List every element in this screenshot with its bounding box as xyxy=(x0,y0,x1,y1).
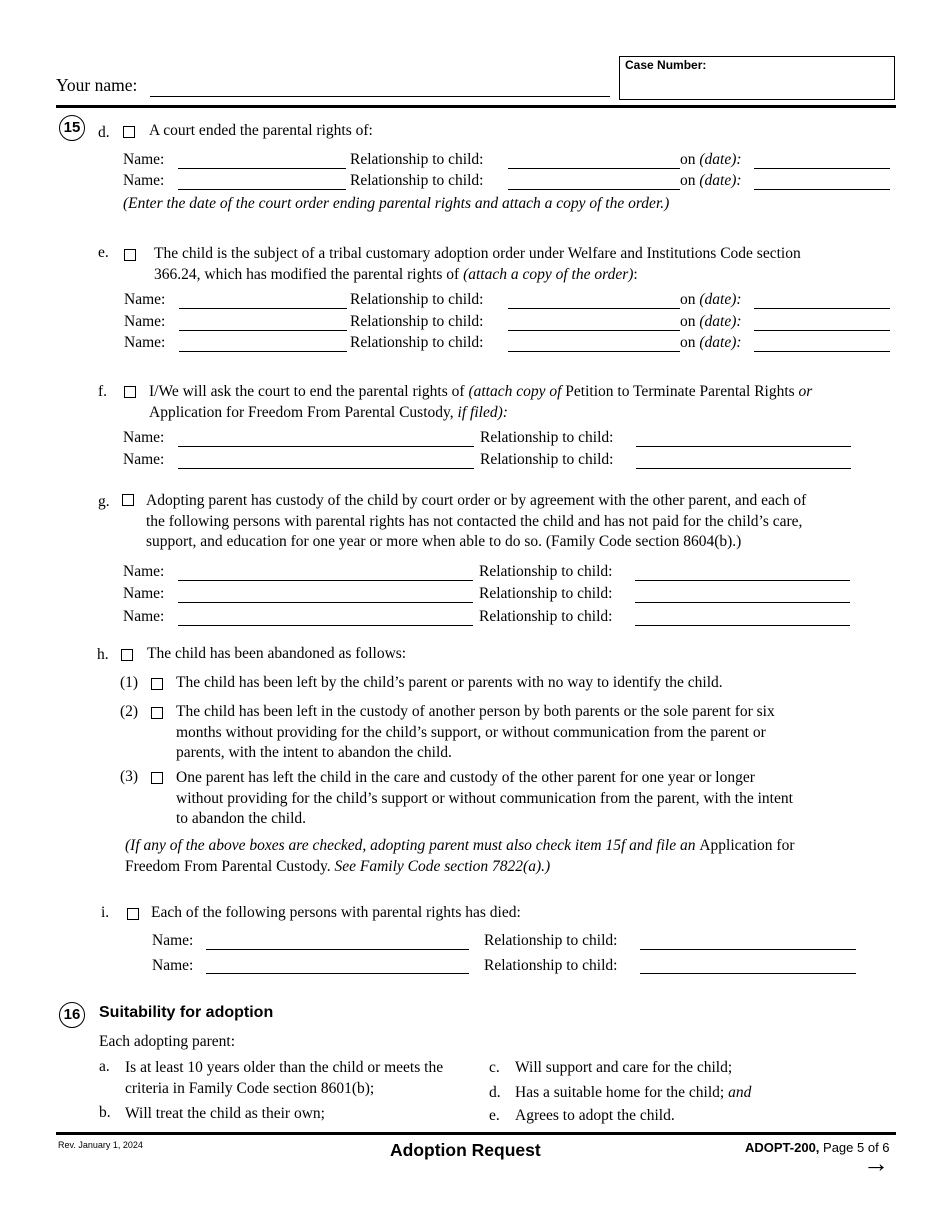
item-h-checkbox[interactable] xyxy=(121,649,133,661)
item-g-line2: the following persons with parental rights has not contacted the child and has not paid for the child’s care, xyxy=(146,513,803,530)
item-h2-line2: months without providing for the child’s support, or without communication from the parent or xyxy=(176,724,766,741)
item-16-number: 16 xyxy=(59,1002,85,1028)
name-field[interactable] xyxy=(179,330,347,331)
item-e-checkbox[interactable] xyxy=(124,249,136,261)
item-16a-line2: criteria in Family Code section 8601(b); xyxy=(125,1080,375,1097)
name-label: Name: xyxy=(152,932,194,949)
your-name-field[interactable] xyxy=(150,96,610,97)
name-field[interactable] xyxy=(178,446,474,447)
date-label: on (date): xyxy=(680,172,742,189)
relationship-field[interactable] xyxy=(508,330,680,331)
name-field[interactable] xyxy=(178,468,474,469)
name-field[interactable] xyxy=(178,625,473,626)
name-label: Name: xyxy=(123,451,165,468)
name-field[interactable] xyxy=(179,351,347,352)
relationship-field[interactable] xyxy=(640,949,856,950)
relationship-field[interactable] xyxy=(508,351,680,352)
relationship-field[interactable] xyxy=(508,308,680,309)
name-field[interactable] xyxy=(206,973,469,974)
item-g-checkbox[interactable] xyxy=(122,494,134,506)
name-field[interactable] xyxy=(178,168,346,169)
date-label: on (date): xyxy=(680,334,742,351)
relationship-label: Relationship to child: xyxy=(484,957,618,974)
case-number-box[interactable] xyxy=(619,56,895,100)
relationship-label: Relationship to child: xyxy=(350,172,484,189)
item-h3-line2: without providing for the child’s support or without communication from the parent, with the intent xyxy=(176,790,793,807)
item-g-letter: g. xyxy=(98,493,110,510)
your-name-label: Your name: xyxy=(56,75,138,95)
name-field[interactable] xyxy=(206,949,469,950)
form-title: Adoption Request xyxy=(390,1140,541,1160)
case-number-label: Case Number: xyxy=(625,58,707,72)
item-i-checkbox[interactable] xyxy=(127,908,139,920)
name-label: Name: xyxy=(123,585,165,602)
relationship-label: Relationship to child: xyxy=(350,151,484,168)
item-i-text: Each of the following persons with parental rights has died: xyxy=(151,904,521,921)
item-h3-checkbox[interactable] xyxy=(151,772,163,784)
relationship-label: Relationship to child: xyxy=(479,608,613,625)
item-h2-line1: The child has been left in the custody of another person by both parents or the sole parent for six xyxy=(176,703,775,720)
item-16e-text: Agrees to adopt the child. xyxy=(515,1107,675,1124)
relationship-label: Relationship to child: xyxy=(350,334,484,351)
item-16e-letter: e. xyxy=(489,1107,500,1124)
name-field[interactable] xyxy=(178,602,473,603)
relationship-field[interactable] xyxy=(635,580,850,581)
name-label: Name: xyxy=(123,563,165,580)
item-e-letter: e. xyxy=(98,244,109,261)
name-field[interactable] xyxy=(178,189,346,190)
item-h-text: The child has been abandoned as follows: xyxy=(147,645,407,662)
item-h2-line3: parents, with the intent to abandon the child. xyxy=(176,744,452,761)
relationship-label: Relationship to child: xyxy=(479,585,613,602)
item-f-letter: f. xyxy=(98,383,108,400)
relationship-field[interactable] xyxy=(636,468,851,469)
item-h2-checkbox[interactable] xyxy=(151,707,163,719)
item-h1-checkbox[interactable] xyxy=(151,678,163,690)
item-g-line3: support, and education for one year or more when able to do so. (Family Code section 8604(b).) xyxy=(146,533,742,550)
date-field[interactable] xyxy=(754,308,890,309)
item-h3-line3: to abandon the child. xyxy=(176,810,306,827)
name-label: Name: xyxy=(124,291,166,308)
item-h-note-line1: (If any of the above boxes are checked, adopting parent must also check item 15f and file an Application for xyxy=(125,837,795,854)
item-16d-letter: d. xyxy=(489,1084,501,1101)
item-f-line2: Application for Freedom From Parental Custody, if filed): xyxy=(149,404,508,421)
name-label: Name: xyxy=(123,429,165,446)
suitability-title: Suitability for adoption xyxy=(99,1004,274,1021)
page-number: ADOPT-200, Page 5 of 6 xyxy=(745,1140,890,1155)
item-f-checkbox[interactable] xyxy=(124,386,136,398)
item-h3-number: (3) xyxy=(120,768,139,785)
name-label: Name: xyxy=(123,608,165,625)
item-f-line1: I/We will ask the court to end the parental rights of (attach copy of Petition to Terminate Parental Rights or xyxy=(149,383,813,400)
next-page-arrow-icon: → xyxy=(863,1148,889,1178)
name-label: Name: xyxy=(152,957,194,974)
relationship-label: Relationship to child: xyxy=(484,932,618,949)
item-16c-text: Will support and care for the child; xyxy=(515,1059,733,1076)
item-h3-line1: One parent has left the child in the care and custody of the other parent for one year or longer xyxy=(176,769,755,786)
name-label: Name: xyxy=(124,313,166,330)
relationship-field[interactable] xyxy=(635,625,850,626)
item-d-checkbox[interactable] xyxy=(123,126,135,138)
header-rule xyxy=(56,105,896,108)
name-label: Name: xyxy=(123,151,165,168)
item-h-letter: h. xyxy=(97,646,109,663)
item-16b-letter: b. xyxy=(99,1104,111,1121)
name-field[interactable] xyxy=(178,580,473,581)
relationship-field[interactable] xyxy=(635,602,850,603)
item-e-line1: The child is the subject of a tribal customary adoption order under Welfare and Institutions Code section xyxy=(154,245,801,262)
item-d-letter: d. xyxy=(98,124,110,141)
date-label: on (date): xyxy=(680,313,742,330)
relationship-field[interactable] xyxy=(508,168,680,169)
relationship-field[interactable] xyxy=(640,973,856,974)
item-h1-number: (1) xyxy=(120,674,139,691)
date-field[interactable] xyxy=(754,189,890,190)
date-label: on (date): xyxy=(680,151,742,168)
item-16a-letter: a. xyxy=(99,1058,110,1075)
date-field[interactable] xyxy=(754,168,890,169)
item-16a-line1: Is at least 10 years older than the child or meets the xyxy=(125,1059,444,1076)
relationship-field[interactable] xyxy=(508,189,680,190)
date-field[interactable] xyxy=(754,330,890,331)
item-16d-text: Has a suitable home for the child; and xyxy=(515,1084,752,1101)
relationship-label: Relationship to child: xyxy=(480,451,614,468)
item-g-line1: Adopting parent has custody of the child by court order or by agreement with the other parent, and each of xyxy=(146,492,807,509)
relationship-label: Relationship to child: xyxy=(350,313,484,330)
relationship-label: Relationship to child: xyxy=(479,563,613,580)
date-field[interactable] xyxy=(754,351,890,352)
relationship-field[interactable] xyxy=(636,446,851,447)
footer-rule xyxy=(56,1132,896,1135)
item-d-note: (Enter the date of the court order ending parental rights and attach a copy of the order.) xyxy=(123,195,670,212)
item-h1-text: The child has been left by the child’s parent or parents with no way to identify the child. xyxy=(176,674,723,691)
item-15-number: 15 xyxy=(59,115,85,141)
item-d-text: A court ended the parental rights of: xyxy=(149,122,373,139)
name-label: Name: xyxy=(124,334,166,351)
item-i-letter: i. xyxy=(101,904,110,921)
revision-date: Rev. January 1, 2024 xyxy=(58,1140,143,1150)
relationship-label: Relationship to child: xyxy=(480,429,614,446)
date-label: on (date): xyxy=(680,291,742,308)
suitability-intro: Each adopting parent: xyxy=(99,1033,236,1050)
relationship-label: Relationship to child: xyxy=(350,291,484,308)
item-e-line2: 366.24, which has modified the parental rights of (attach a copy of the order): xyxy=(154,266,638,283)
item-16b-text: Will treat the child as their own; xyxy=(125,1105,325,1122)
name-field[interactable] xyxy=(179,308,347,309)
name-label: Name: xyxy=(123,172,165,189)
item-h2-number: (2) xyxy=(120,703,139,720)
item-h-note-line2: Freedom From Parental Custody. See Family Code section 7822(a).) xyxy=(125,858,551,875)
item-16c-letter: c. xyxy=(489,1059,500,1076)
